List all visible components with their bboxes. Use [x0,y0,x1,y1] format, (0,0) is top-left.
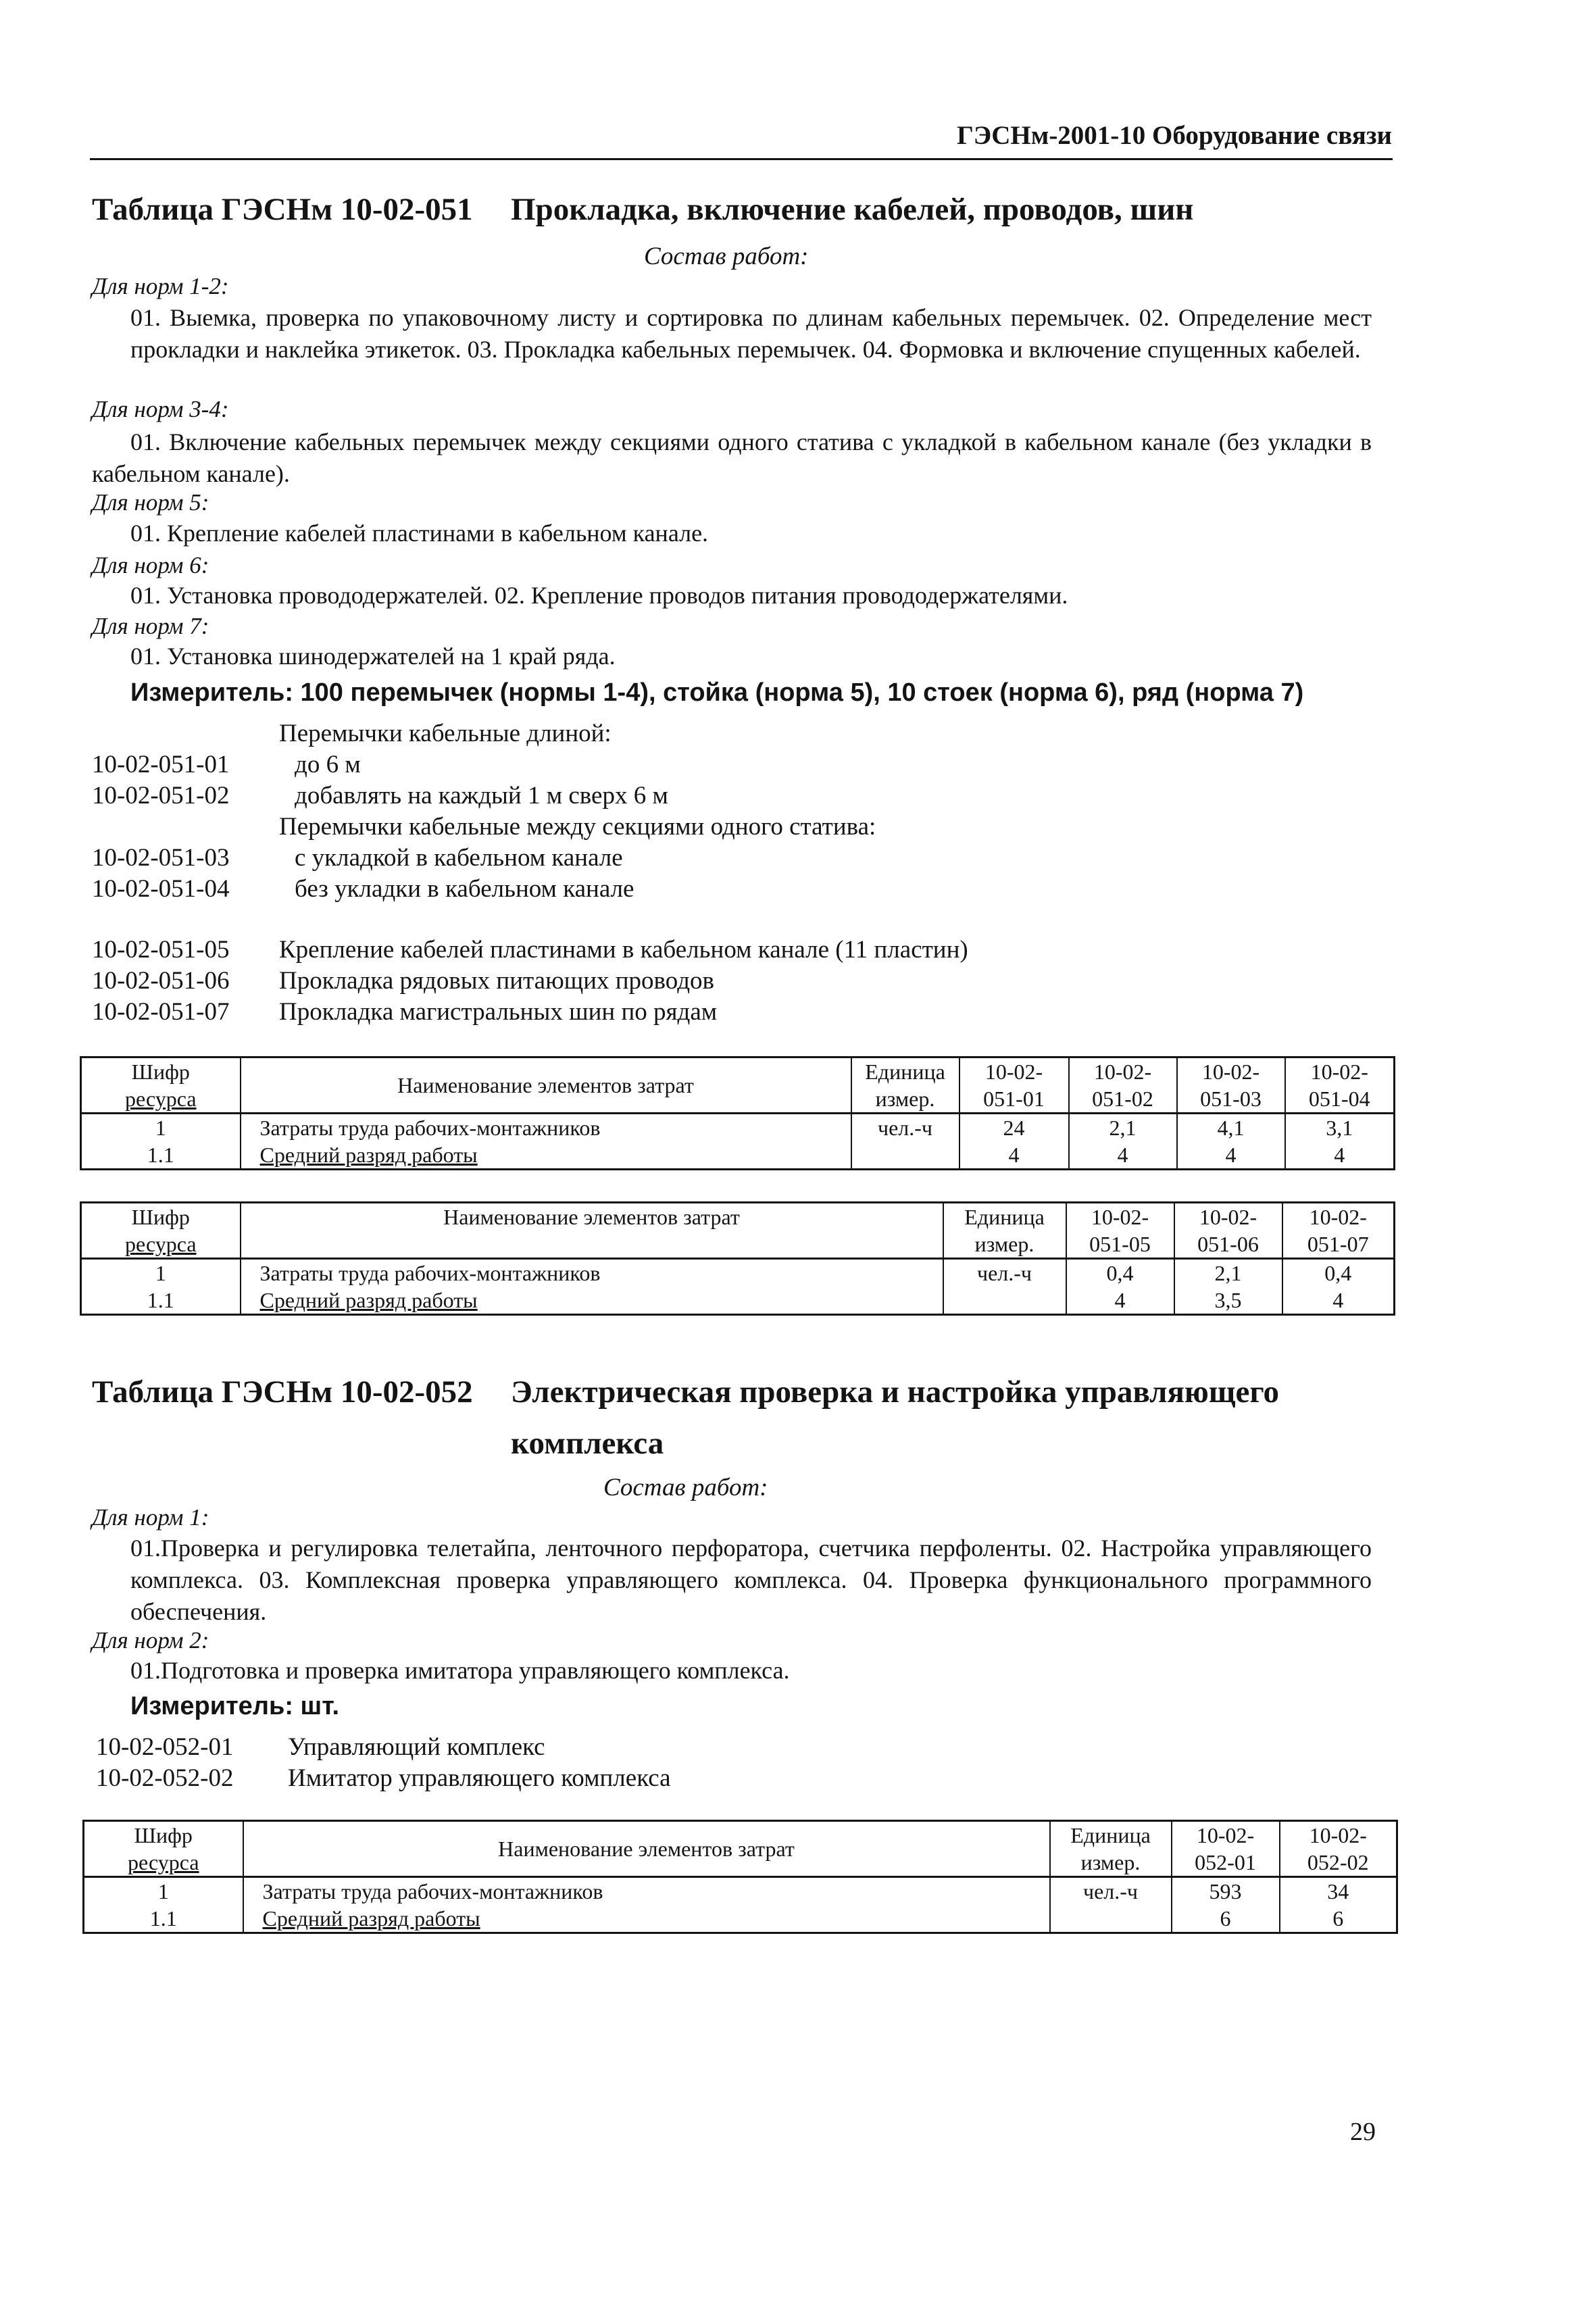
table-row [81,1141,1395,1170]
resource-table-2 [80,1201,1395,1316]
work-description: 01. Включение кабельных перемычек между секциями одного статива с укладкой в кабельном канале (без укладки в кабельном канале). [92,428,1372,487]
header-cell: Единица измер. [943,1203,1066,1259]
header-cell: Единица измер. [851,1057,959,1114]
norm-text: Прокладка магистральных шин по рядам [279,998,718,1026]
page-number: 29 [1350,2118,1376,2146]
section2-title-text: Электрическая проверка и настройка управляющего [511,1374,1280,1410]
table-header-row [81,1203,1395,1259]
section2-title-code: Таблица ГЭСНм 10-02-052 [92,1374,473,1410]
table-cell: Средний разряд работы [241,1141,851,1170]
header-cell: 10-02- 052-02 [1280,1821,1397,1877]
norm-text: с укладкой в кабельном канале [295,844,623,872]
norm-group-label: Для норм 1-2: [92,273,229,299]
table-cell: 0,4 [1282,1259,1395,1287]
table-cell: Средний разряд работы [241,1287,943,1315]
section1-title-text: Прокладка, включение кабелей, проводов, шин [511,192,1194,227]
table-cell: 6 [1172,1905,1280,1933]
norm-code: 10-02-051-04 [92,875,230,903]
norm-text: без укладки в кабельном канале [295,875,634,903]
table-cell: 4 [1177,1141,1285,1170]
norm-text: Прокладка рядовых питающих проводов [279,967,714,995]
table-cell: 24 [959,1114,1069,1142]
norm-text: Крепление кабелей пластинами в кабельном канале (11 пластин) [279,936,968,964]
norm-group-label: Для норм 1: [92,1504,209,1530]
table-row [81,1259,1395,1287]
section1-title-code: Таблица ГЭСНм 10-02-051 [92,192,473,227]
header-rule [90,158,1393,160]
running-header: ГЭСНм-2001-10 Оборудование связи [956,121,1392,150]
table-cell: чел.-ч [1050,1877,1172,1906]
table-cell: 1 [84,1877,243,1906]
table-header-row [81,1057,1395,1114]
norm-group-label: Для норм 7: [92,613,209,639]
table-header-row [84,1821,1397,1877]
resource-table-3 [82,1820,1398,1934]
table-cell: 4 [1282,1287,1395,1315]
table-row [84,1905,1397,1933]
resource-table-1 [80,1056,1395,1170]
norm-code: 10-02-052-02 [96,1764,234,1792]
table-cell: Средний разряд работы [243,1905,1050,1933]
header-cell: 10-02- 051-07 [1282,1203,1395,1259]
table-cell: 4 [1069,1141,1177,1170]
table-cell: 1 [81,1259,241,1287]
header-cell: Шифр ресурса [81,1057,241,1114]
table-cell: 2,1 [1174,1259,1282,1287]
work-description: 01. Крепление кабелей пластинами в кабельном канале. [130,520,709,547]
table-row [81,1114,1395,1142]
norm-code: 10-02-051-07 [92,998,230,1026]
header-cell: 10-02- 051-03 [1177,1057,1285,1114]
header-cell: 10-02- 051-02 [1069,1057,1177,1114]
table-cell: 0,4 [1066,1259,1174,1287]
section2-title-text-continued: комплекса [511,1426,664,1461]
section1-sostav: Состав работ: [644,243,809,270]
header-cell: Наименование элементов затрат [243,1821,1050,1877]
norm-group-label: Для норм 3-4: [92,396,229,422]
table-cell: 1.1 [81,1287,241,1315]
table-cell [851,1141,959,1170]
norm-code: 10-02-051-06 [92,967,230,995]
header-cell: Наименование элементов затрат [241,1203,943,1259]
work-description: 01. Установка провододержателей. 02. Крепление проводов питания провододержателями. [130,582,1068,609]
section2-sostav: Состав работ: [603,1474,768,1501]
norm-code: 10-02-051-01 [92,751,230,778]
header-cell: Шифр ресурса [81,1203,241,1259]
norm-heading: Перемычки кабельные длиной: [279,720,612,747]
table-cell: 4 [1066,1287,1174,1315]
table-cell: 3,1 [1285,1114,1395,1142]
table-cell: чел.-ч [851,1114,959,1142]
section2-izmeritel: Измеритель: шт. [130,1692,340,1720]
norm-code: 10-02-051-05 [92,936,230,964]
norm-heading: Перемычки кабельные между секциями одного статива: [279,813,876,841]
work-description: 01. Выемка, проверка по упаковочному листу и сортировка по длинам кабельных перемычек. 02. Определение мест прокладки и наклейка этикеток. 03. Прокладка кабельных перемычек. 04. Формовка и включение спущенных кабелей. [130,304,1372,363]
header-cell: 10-02- 051-01 [959,1057,1069,1114]
table-cell: чел.-ч [943,1259,1066,1287]
work-description: 01.Подготовка и проверка имитатора управляющего комплекса. [130,1657,790,1684]
section1-izmeritel: Измеритель: 100 перемычек (нормы 1-4), стойка (норма 5), 10 стоек (норма 6), ряд (норма 7) [130,678,1304,707]
table-cell: Затраты труда рабочих-монтажников [241,1259,943,1287]
table-cell: 6 [1280,1905,1397,1933]
header-cell: 10-02- 051-05 [1066,1203,1174,1259]
header-cell: 10-02- 051-04 [1285,1057,1395,1114]
table-cell: 1.1 [84,1905,243,1933]
norm-group-label: Для норм 2: [92,1627,209,1653]
table-cell: Затраты труда рабочих-монтажников [241,1114,851,1142]
norm-group-label: Для норм 6: [92,552,209,578]
table-row [81,1287,1395,1315]
table-cell: 593 [1172,1877,1280,1906]
table-cell: 4,1 [1177,1114,1285,1142]
table-cell: 34 [1280,1877,1397,1906]
table-cell: 4 [959,1141,1069,1170]
table-row [84,1877,1397,1906]
table-cell [1050,1905,1172,1933]
header-cell: Шифр ресурса [84,1821,243,1877]
norm-code: 10-02-051-03 [92,844,230,872]
norm-group-label: Для норм 5: [92,489,209,516]
table-cell: 2,1 [1069,1114,1177,1142]
header-cell: 10-02- 051-06 [1174,1203,1282,1259]
table-cell: 4 [1285,1141,1395,1170]
table-cell: 3,5 [1174,1287,1282,1315]
header-cell: Наименование элементов затрат [241,1057,851,1114]
work-description: 01. Установка шинодержателей на 1 край ряда. [130,643,616,670]
table-cell [943,1287,1066,1315]
norm-text: добавлять на каждый 1 м сверх 6 м [295,782,668,810]
norm-text: Имитатор управляющего комплекса [288,1764,671,1792]
table-cell: 1 [81,1114,241,1142]
norm-text: Управляющий комплекс [288,1733,545,1761]
norm-text: до 6 м [295,751,361,778]
norm-code: 10-02-051-02 [92,782,230,810]
table-cell: 1.1 [81,1141,241,1170]
work-description: 01.Проверка и регулировка телетайпа, ленточного перфоратора, счетчика перфоленты. 02. Настройка управляющего комплекса. 03. Комплексная проверка управляющего комплекса. 04. Проверка функционального программного обеспечения. [130,1535,1372,1625]
header-cell: 10-02- 052-01 [1172,1821,1280,1877]
table-cell: Затраты труда рабочих-монтажников [243,1877,1050,1906]
header-cell: Единица измер. [1050,1821,1172,1877]
norm-code: 10-02-052-01 [96,1733,234,1761]
